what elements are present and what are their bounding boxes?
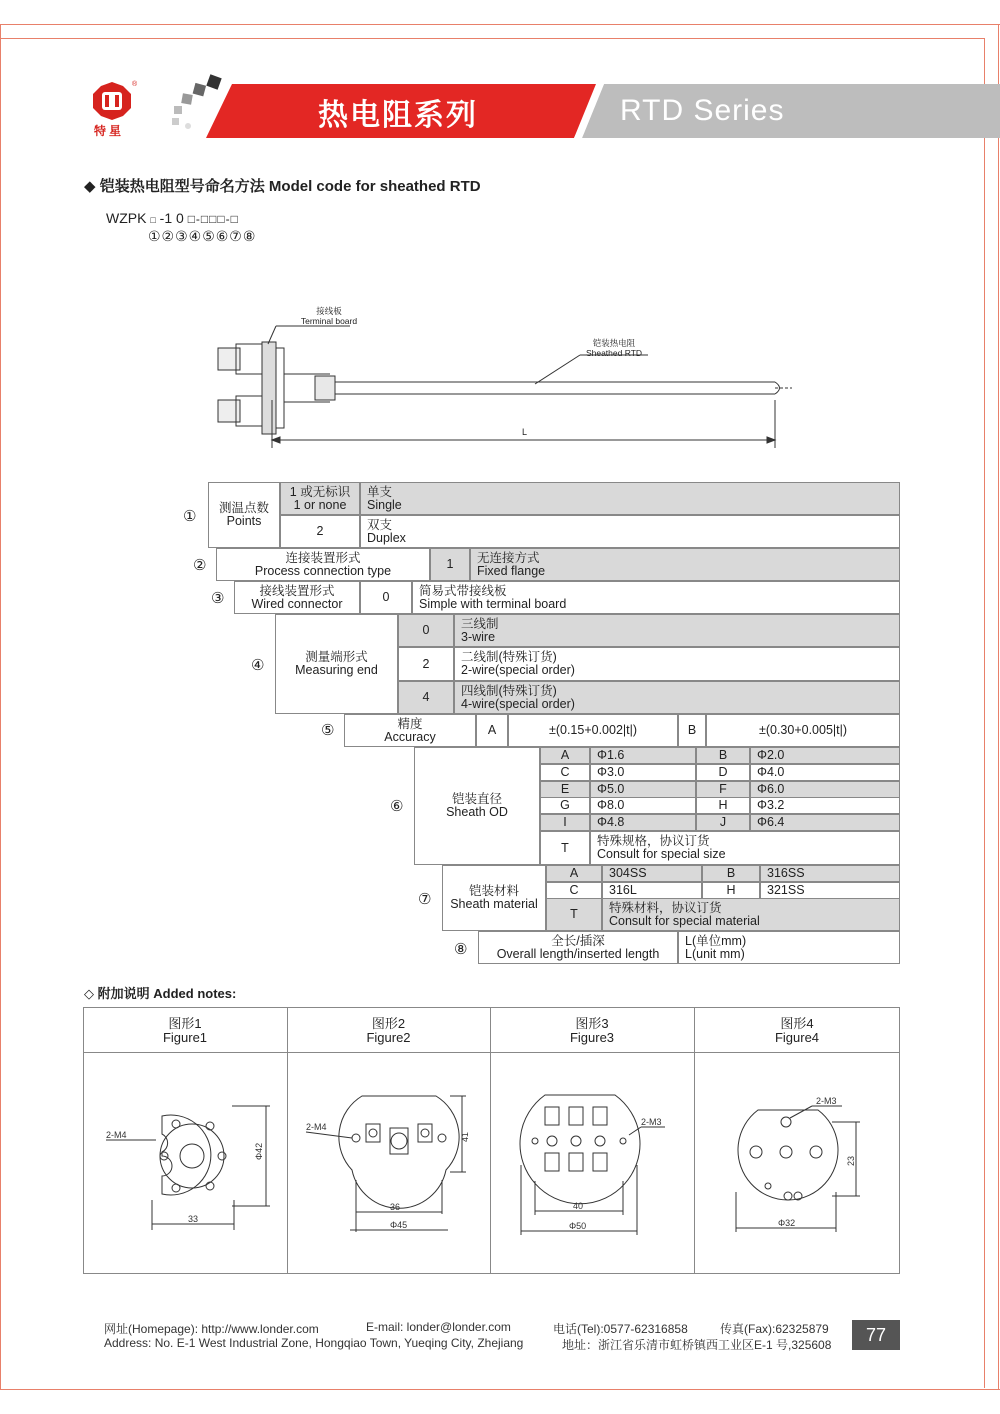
row6-number: ⑥ <box>390 797 404 815</box>
svg-text:®: ® <box>132 81 138 88</box>
figure2-drawing <box>300 1090 485 1240</box>
row5-a-value: ±(0.15+0.002|t|) <box>508 714 678 747</box>
footer-address-en: Address: No. E-1 West Industrial Zone, Hongqiao Town, Yueqing City, Zhejiang <box>104 1336 524 1350</box>
row6-cell-0-1: Φ1.6 <box>590 747 696 764</box>
row6-cell-3-3: Φ3.2 <box>750 797 900 814</box>
notes-title: ◇ 附加说明 Added notes: <box>84 986 237 1001</box>
logo-text: 特星 <box>94 124 125 138</box>
row4-number: ④ <box>251 656 265 674</box>
figure1-label-thread: 2-M4 <box>106 1130 127 1140</box>
row6-cell-4-3: Φ6.4 <box>750 814 900 831</box>
row4-opt1-value: 三线制 3-wire <box>454 614 900 647</box>
fig-divider-1 <box>287 1007 288 1274</box>
row5-a-code: A <box>476 714 508 747</box>
row6-cell-4-1: Φ4.8 <box>590 814 696 831</box>
row5-label: 精度 Accuracy <box>344 714 476 747</box>
row2-value: 无连接方式 Fixed flange <box>470 548 900 581</box>
row6-cell-1-3: Φ4.0 <box>750 764 900 781</box>
figure2-label-thread: 2-M4 <box>306 1122 327 1132</box>
header-title-en: RTD Series <box>620 94 785 127</box>
row6-cell-2-3: Φ6.0 <box>750 781 900 798</box>
row2-number: ② <box>193 556 207 574</box>
row7-cell-1-3: 321SS <box>760 882 900 899</box>
fig-divider-3 <box>694 1007 695 1274</box>
row6-cell-2-0: E <box>540 781 590 798</box>
figure3-label-40: 40 <box>573 1201 584 1211</box>
row3-value: 简易式带接线板 Simple with terminal board <box>412 581 900 614</box>
row2-label: 连接装置形式 Process connection type <box>216 548 430 581</box>
row7-cell-0-2: B <box>702 865 760 882</box>
row6-cell-0-2: B <box>696 747 750 764</box>
row4-opt2-value: 二线制(特殊订货) 2-wire(special order) <box>454 647 900 681</box>
row7-t-code: T <box>546 898 602 931</box>
row3-number: ③ <box>211 589 225 607</box>
fig-divider-2 <box>490 1007 491 1274</box>
row6-cell-3-2: H <box>696 797 750 814</box>
section-title-cn: 铠装热电阻型号命名方法 <box>99 178 265 195</box>
row6-cell-4-0: I <box>540 814 590 831</box>
row5-number: ⑤ <box>321 721 335 739</box>
frame-bottom-line <box>0 1389 1000 1390</box>
figure1-label-width: 33 <box>188 1214 199 1224</box>
figure3-header: 图形3 Figure3 <box>569 1016 615 1045</box>
row7-cell-1-1: 316L <box>602 882 702 899</box>
figure3-label-diameter: Φ50 <box>569 1221 587 1231</box>
row1-number: ① <box>183 507 197 525</box>
model-prefix: WZPK <box>106 210 147 226</box>
header-title-cn: 热电阻系列 <box>318 99 478 132</box>
row4-opt1-code: 0 <box>398 614 454 647</box>
figure2-label-36: 36 <box>390 1202 401 1212</box>
row5-b-code: B <box>678 714 706 747</box>
row4-opt2-code: 2 <box>398 647 454 681</box>
row6-cell-1-2: D <box>696 764 750 781</box>
figure1-drawing <box>100 1090 280 1240</box>
row1-opt2-value: 双支 Duplex <box>360 515 900 548</box>
figures-header-line <box>83 1052 900 1053</box>
row4-opt3-value: 四线制(特殊订货) 4-wire(special order) <box>454 681 900 714</box>
row7-cell-0-0: A <box>546 865 602 882</box>
row5-b-value: ±(0.30+0.005|t|) <box>706 714 900 747</box>
row3-label: 接线装置形式 Wired connector <box>234 581 360 614</box>
footer-homepage: 网址(Homepage): http://www.londer.com <box>104 1322 319 1336</box>
figure3-label-thread: 2-M3 <box>641 1117 662 1127</box>
figure2-header: 图形2 Figure2 <box>366 1016 411 1045</box>
row7-cell-1-2: H <box>702 882 760 899</box>
row6-label: 铠装直径 Sheath OD <box>414 747 540 865</box>
diamond-icon: ◆ <box>84 178 96 195</box>
figure3-drawing <box>505 1085 690 1245</box>
figure4-header: 图形4 Figure4 <box>774 1016 820 1045</box>
row6-cell-1-0: C <box>540 764 590 781</box>
row8-value: L(单位mm) L(unit mm) <box>678 931 900 964</box>
row7-cell-1-0: C <box>546 882 602 899</box>
row1-opt1-value: 单支 Single <box>360 482 900 515</box>
footer-fax: 传真(Fax):62325879 <box>720 1322 829 1336</box>
figure4-label-diameter: Φ32 <box>778 1218 796 1228</box>
row8-number: ⑧ <box>454 940 468 958</box>
footer-email: E-mail: londer@londer.com <box>366 1320 511 1334</box>
row1-opt2-code: 2 <box>280 515 360 548</box>
row4-opt3-code: 4 <box>398 681 454 714</box>
row6-t-code: T <box>540 831 590 865</box>
length-label: L <box>522 427 528 437</box>
footer-address-cn: 地址：浙江省乐清市虹桥镇西工业区E-1 号,325608 <box>562 1338 832 1352</box>
row7-cell-0-1: 304SS <box>602 865 702 882</box>
row7-cell-0-3: 316SS <box>760 865 900 882</box>
figure4-label-23: 23 <box>846 1155 856 1166</box>
row7-label: 铠装材料 Sheath material <box>442 865 546 931</box>
sheathed-rtd-label: 铠装热电阻 Sheathed RTD <box>585 338 643 358</box>
model-code: WZPK □ -1 0 □-□□□-□ <box>106 210 239 226</box>
frame-right-line <box>998 24 999 1390</box>
row6-cell-0-3: Φ2.0 <box>750 747 900 764</box>
figure1-header: 图形1 Figure1 <box>162 1016 208 1045</box>
row6-cell-1-1: Φ3.0 <box>590 764 696 781</box>
row6-cell-2-1: Φ5.0 <box>590 781 696 798</box>
row6-cell-3-0: G <box>540 797 590 814</box>
section-title <box>84 175 481 196</box>
row7-number: ⑦ <box>418 890 432 908</box>
figure2-label-height: 41 <box>460 1131 470 1142</box>
row6-cell-2-2: F <box>696 781 750 798</box>
figure4-label-thread: 2-M3 <box>816 1096 837 1106</box>
row3-code: 0 <box>360 581 412 614</box>
figure1-label-diameter: Φ42 <box>254 1142 264 1160</box>
figure4-drawing <box>712 1092 892 1242</box>
frame-left-line <box>0 24 1 1390</box>
rtd-drawing <box>200 300 820 450</box>
section-title-en: Model code for sheathed RTD <box>268 178 481 195</box>
row1-opt1-code: 1 或无标识 1 or none <box>280 482 360 515</box>
footer-tel: 电话(Tel):0577-62316858 <box>553 1322 688 1336</box>
row8-label: 全长/插深 Overall length/inserted length <box>478 931 678 964</box>
page-number: 77 <box>852 1320 900 1350</box>
row1-label: 测温点数 Points <box>208 482 280 548</box>
terminal-board-label: 接线板 Terminal board <box>300 306 358 326</box>
figure2-label-diameter: Φ45 <box>390 1220 408 1230</box>
model-code-text: -1 0 <box>159 210 184 226</box>
model-numbers: ①②③④⑤⑥⑦⑧ <box>148 229 257 245</box>
row6-cell-3-1: Φ8.0 <box>590 797 696 814</box>
row7-t-value: 特殊材料，协议订货 Consult for special material <box>602 898 900 931</box>
row6-t-value: 特殊规格，协议订货 Consult for special size <box>590 831 900 865</box>
frame-inner-right <box>984 38 985 1388</box>
row4-label: 测量端形式 Measuring end <box>275 614 398 714</box>
row2-code: 1 <box>430 548 470 581</box>
row6-cell-4-2: J <box>696 814 750 831</box>
row6-cell-0-0: A <box>540 747 590 764</box>
hollow-diamond-icon: ◇ <box>84 986 94 1001</box>
